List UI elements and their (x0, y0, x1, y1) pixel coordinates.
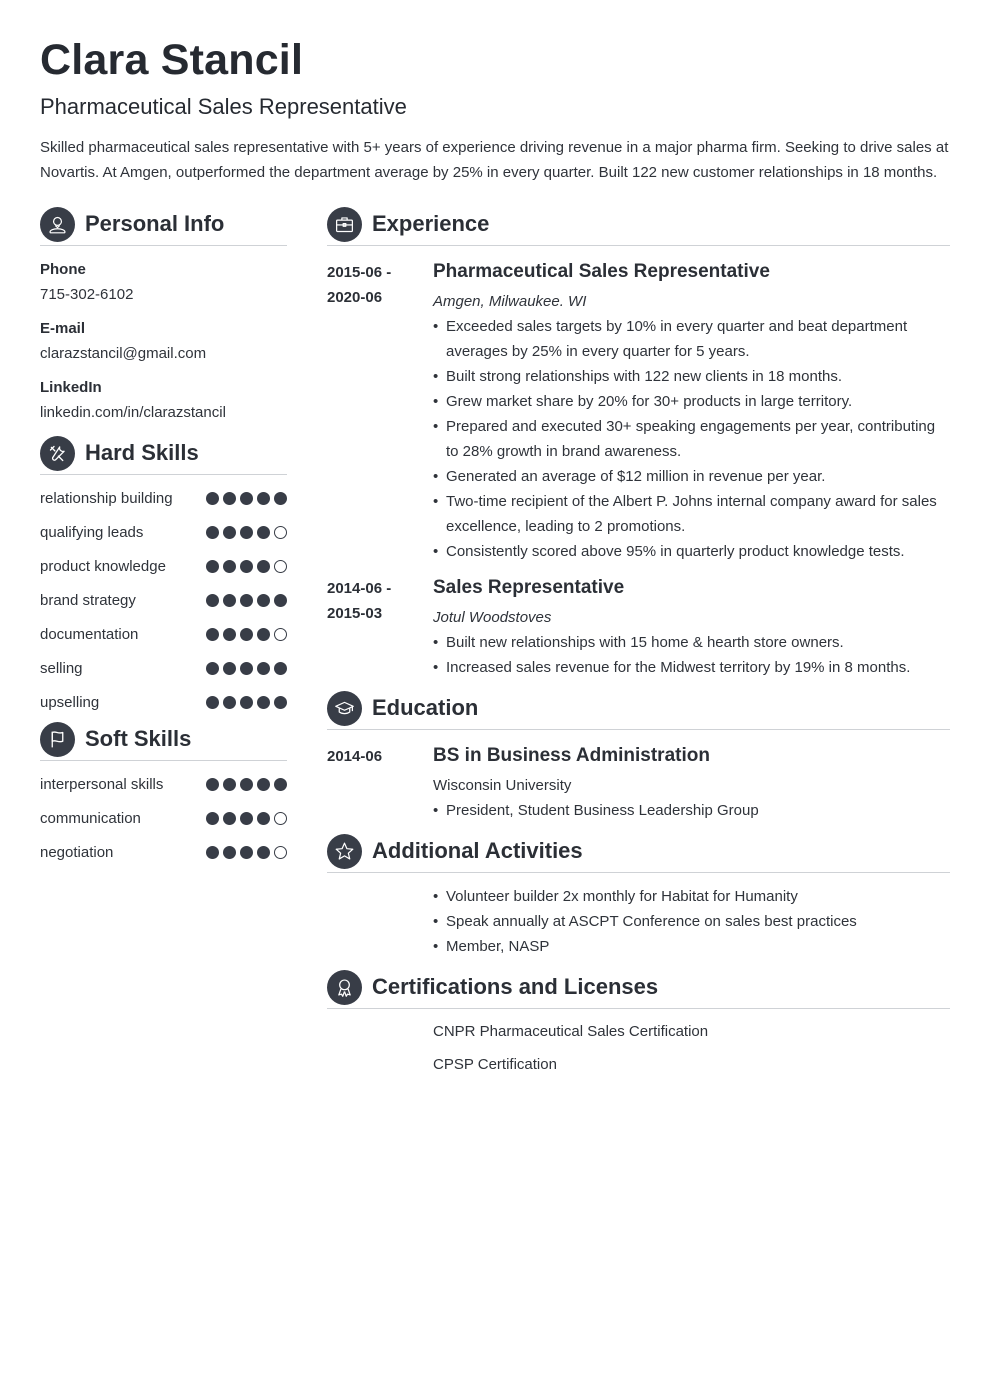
education-date: 2014-06 (327, 748, 383, 765)
section-header (40, 435, 287, 471)
linkedin-label: LinkedIn (40, 379, 102, 396)
email-label: E-mail (40, 320, 86, 337)
job-date-end: 2015-03 (327, 605, 383, 622)
resume-summary: Skilled pharmaceutical sales representative with 5+ years of experience driving revenue in a major pharma firm. Seeking to drive sales at Novartis. At Amgen, outperformed the department average by 25% in every quarter. Built 122 new customer relationships in 18 months. (40, 139, 949, 181)
skill-row (40, 806, 287, 831)
job-dates (327, 576, 433, 680)
rating-dot-filled (257, 594, 270, 607)
section-title: Additional Activities (372, 838, 583, 863)
bullet-item: • Built new relationships with 15 home & hearth store owners. (433, 630, 950, 655)
rating-dot-filled (240, 812, 253, 825)
rating-dot-filled (240, 778, 253, 791)
skill-row (40, 690, 287, 715)
skill-rating (206, 656, 287, 675)
rating-dot-filled (240, 846, 253, 859)
person-icon (40, 207, 75, 242)
job-dates (327, 260, 433, 564)
bullet-item: • President, Student Business Leadership Group (433, 798, 950, 823)
rating-dot-filled (223, 662, 236, 675)
rating-dot-filled (257, 778, 270, 791)
rating-dot-filled (257, 526, 270, 539)
rating-dot-empty (274, 526, 287, 539)
job-bullets (433, 314, 950, 564)
job-entry (327, 260, 950, 564)
rating-dot-filled (240, 526, 253, 539)
tools-icon (40, 436, 75, 471)
skill-row (40, 554, 287, 579)
skill-name: interpersonal skills (40, 776, 164, 793)
skill-rating (206, 588, 287, 607)
hard-skill-list (40, 486, 287, 715)
rating-dot-filled (223, 492, 236, 505)
rating-dot-filled (223, 526, 236, 539)
experience-section (327, 206, 950, 680)
skill-rating (206, 520, 287, 539)
rating-dot-filled (206, 560, 219, 573)
section-divider (40, 474, 287, 475)
education-bullets (433, 798, 950, 823)
rating-dot-filled (206, 662, 219, 675)
bullet-item: • Built strong relationships with 122 new clients in 18 months. (433, 364, 950, 389)
skill-name: documentation (40, 626, 139, 643)
bullet-item: • Generated an average of $12 million in revenue per year. (433, 464, 950, 489)
rating-dot-filled (206, 812, 219, 825)
skill-row (40, 588, 287, 613)
section-divider (40, 245, 287, 246)
right-column (327, 206, 950, 1085)
rating-dot-empty (274, 560, 287, 573)
skill-name: negotiation (40, 844, 114, 861)
rating-dot-filled (240, 560, 253, 573)
skill-name: product knowledge (40, 558, 166, 575)
rating-dot-filled (274, 594, 287, 607)
degree-title: BS in Business Administration (433, 745, 710, 766)
job-date-start: 2015-06 - (327, 264, 392, 281)
resume-name: Clara Stancil (40, 36, 304, 84)
skill-rating (206, 772, 287, 791)
section-header (327, 969, 950, 1005)
rating-dot-filled (274, 696, 287, 709)
section-title: Soft Skills (85, 726, 192, 751)
phone-value: 715-302-6102 (40, 286, 134, 303)
skill-name: brand strategy (40, 592, 136, 609)
rating-dot-filled (274, 492, 287, 505)
email-value: clarazstancil@gmail.com (40, 345, 207, 362)
rating-dot-filled (206, 778, 219, 791)
bullet-item: • Volunteer builder 2x monthly for Habitat for Humanity (433, 884, 950, 909)
rating-dot-filled (223, 846, 236, 859)
section-divider (327, 872, 950, 873)
section-title: Experience (372, 211, 490, 236)
skill-row (40, 772, 287, 797)
rating-dot-filled (223, 628, 236, 641)
rating-dot-filled (206, 594, 219, 607)
soft-skill-list (40, 772, 287, 865)
skill-name: upselling (40, 694, 100, 711)
education-body (433, 744, 950, 823)
rating-dot-filled (206, 846, 219, 859)
section-divider (327, 245, 950, 246)
left-column (40, 206, 287, 874)
rating-dot-filled (206, 492, 219, 505)
bullet-item: • Consistently scored above 95% in quarterly product knowledge tests. (433, 539, 950, 564)
bullet-item: • Two-time recipient of the Albert P. Johns internal company award for sales excellence, leading to 2 promotions. (433, 489, 950, 539)
rating-dot-filled (257, 492, 270, 505)
rating-dot-filled (223, 778, 236, 791)
section-title: Certifications and Licenses (372, 974, 659, 999)
soft-skills-section (40, 721, 287, 865)
skill-name: qualifying leads (40, 524, 144, 541)
bullet-item: • Speak annually at ASCPT Conference on sales best practices (433, 909, 950, 934)
job-company: Amgen, Milwaukee. WI (433, 293, 587, 310)
certifications-section (327, 969, 950, 1077)
hard-skills-section (40, 435, 287, 715)
certification-item: CNPR Pharmaceutical Sales Certification (433, 1023, 709, 1040)
section-divider (327, 729, 950, 730)
rating-dot-filled (257, 812, 270, 825)
star-icon (327, 834, 362, 869)
rating-dot-filled (274, 662, 287, 675)
flag-icon (40, 722, 75, 757)
section-title: Hard Skills (85, 440, 199, 465)
rating-dot-filled (240, 492, 253, 505)
skill-name: relationship building (40, 490, 173, 507)
graduation-cap-icon (327, 691, 362, 726)
rating-dot-filled (223, 560, 236, 573)
rating-dot-filled (257, 560, 270, 573)
section-title: Education (372, 695, 479, 720)
school-name: Wisconsin University (433, 777, 572, 794)
job-title: Pharmaceutical Sales Representative (433, 261, 770, 282)
section-divider (327, 1008, 950, 1009)
education-entry (327, 744, 950, 823)
rating-dot-filled (274, 778, 287, 791)
activities-section (327, 833, 950, 959)
education-section (327, 690, 950, 823)
rating-dot-filled (240, 628, 253, 641)
job-date-start: 2014-06 - (327, 580, 392, 597)
section-header (327, 833, 950, 869)
rating-dot-filled (257, 846, 270, 859)
job-date-end: 2020-06 (327, 289, 383, 306)
rating-dot-filled (206, 628, 219, 641)
bullet-item: • Increased sales revenue for the Midwest territory by 19% in 8 months. (433, 655, 950, 680)
bullet-item: • Prepared and executed 30+ speaking engagements per year, contributing to 28% growth in brand awareness. (433, 414, 950, 464)
resume-job-title: Pharmaceutical Sales Representative (40, 94, 407, 119)
rating-dot-filled (257, 662, 270, 675)
skill-rating (206, 486, 287, 505)
certifications-list (433, 1019, 950, 1077)
skill-rating (206, 840, 287, 859)
rating-dot-empty (274, 812, 287, 825)
bullet-item: • Grew market share by 20% for 30+ products in large territory. (433, 389, 950, 414)
job-body (433, 576, 950, 680)
section-divider (40, 760, 287, 761)
job-title: Sales Representative (433, 577, 625, 598)
section-header (327, 206, 950, 242)
job-entry (327, 576, 950, 680)
rating-dot-filled (206, 696, 219, 709)
skill-name: selling (40, 660, 83, 677)
skill-row (40, 486, 287, 511)
rating-dot-empty (274, 846, 287, 859)
certification-item: CPSP Certification (433, 1056, 557, 1073)
rating-dot-filled (223, 812, 236, 825)
rating-dot-filled (206, 526, 219, 539)
personal-info-section (40, 206, 287, 423)
skill-rating (206, 554, 287, 573)
rating-dot-empty (274, 628, 287, 641)
bullet-item: • Exceeded sales targets by 10% in every quarter and beat department averages by 25% in every quarter for 5 years. (433, 314, 950, 364)
section-header (327, 690, 950, 726)
award-ribbon-icon (327, 970, 362, 1005)
bullet-item: • Member, NASP (433, 934, 950, 959)
skill-row (40, 656, 287, 681)
job-bullets (433, 630, 950, 680)
section-header (40, 206, 287, 242)
job-company: Jotul Woodstoves (433, 609, 552, 626)
section-title: Personal Info (85, 211, 225, 236)
linkedin-value: linkedin.com/in/clarazstancil (40, 404, 226, 421)
skill-name: communication (40, 810, 141, 827)
skill-row (40, 840, 287, 865)
activities-bullets (433, 884, 950, 959)
rating-dot-filled (240, 696, 253, 709)
rating-dot-filled (240, 662, 253, 675)
rating-dot-filled (257, 628, 270, 641)
skill-rating (206, 690, 287, 709)
rating-dot-filled (223, 696, 236, 709)
skill-row (40, 622, 287, 647)
section-header (40, 721, 287, 757)
rating-dot-filled (257, 696, 270, 709)
rating-dot-filled (240, 594, 253, 607)
skill-row (40, 520, 287, 545)
briefcase-icon (327, 207, 362, 242)
job-body (433, 260, 950, 564)
rating-dot-filled (223, 594, 236, 607)
skill-rating (206, 622, 287, 641)
phone-label: Phone (40, 261, 86, 278)
skill-rating (206, 806, 287, 825)
